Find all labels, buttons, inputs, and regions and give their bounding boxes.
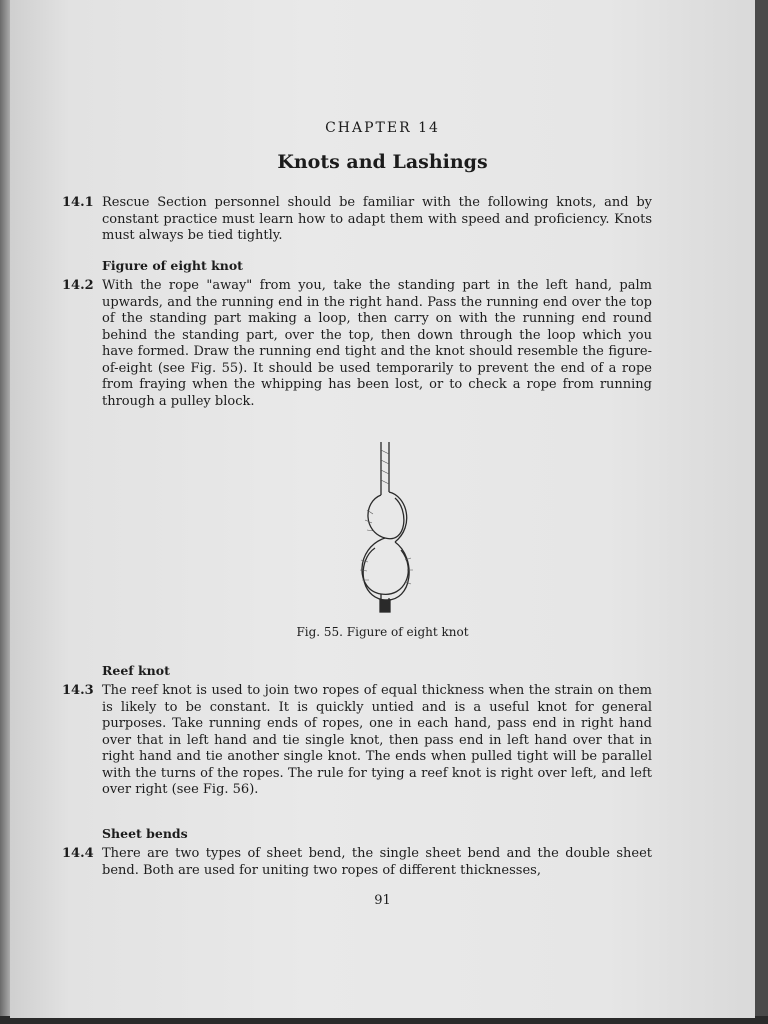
book-page	[10, 0, 755, 1018]
figure-of-eight-knot-illustration	[345, 440, 425, 620]
section-number: 14.4	[62, 846, 94, 861]
section-text: With the rope "away" from you, take the standing part in the left hand, palm upwards, and the running end in the right hand. Pass the running end over the top of the standing part making a loop, then carry on with the running end round behind the standing part, over the top, then down through the loop which you have formed. Draw the running end tight and the knot should resemble the figure-of-eight (see Fig. 55). It should be used temporarily to prevent the end of a rope from fraying when the whipping has been lost, or to check a rope from running through a pulley block.	[102, 278, 652, 409]
page-number: 91	[374, 893, 391, 908]
section-heading: Figure of eight knot	[102, 258, 243, 273]
section-number: 14.3	[62, 683, 94, 698]
chapter-title: Knots and Lashings	[277, 151, 488, 173]
figure-caption: Fig. 55. Figure of eight knot	[296, 625, 469, 639]
section-heading: Reef knot	[102, 663, 170, 678]
page-right-edge	[755, 0, 768, 1024]
section-text: There are two types of sheet bend, the single sheet bend and the double sheet bend. Both are used for uniting two ropes of different thicknesses,	[102, 846, 652, 878]
section-text: Rescue Section personnel should be familiar with the following knots, and by constant practice must learn how to adapt them with speed and proficiency. Knots must always be tied tightly.	[102, 195, 652, 243]
section-text: The reef knot is used to join two ropes of equal thickness when the strain on them is likely to be constant. It is quickly untied and is a useful knot for general purposes. Take running ends of ropes, one in each hand, pass end in right hand over that in left hand and tie single knot, then pass end in left hand over that in right hand and tie another single knot. The ends when pulled tight will be parallel with the turns of the ropes. The rule for tying a reef knot is right over left, and left over right (see Fig. 56).	[102, 683, 652, 797]
section-heading: Sheet bends	[102, 826, 188, 841]
section-number: 14.2	[62, 278, 94, 293]
section-number: 14.1	[62, 195, 94, 210]
chapter-label: CHAPTER 14	[325, 120, 440, 136]
